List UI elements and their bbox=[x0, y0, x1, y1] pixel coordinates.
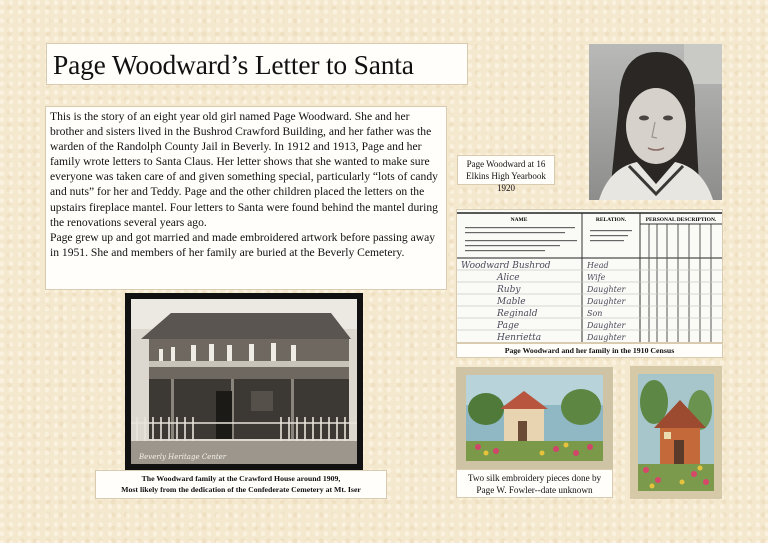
portrait-caption-line-2: Elkins High Yearbook 1920 bbox=[466, 171, 546, 193]
census-caption bbox=[456, 343, 723, 358]
story-text-box bbox=[45, 106, 447, 290]
census-row-name: Ruby bbox=[497, 285, 521, 295]
census-row-relation: Wife bbox=[587, 273, 606, 282]
census-row-name: Alice bbox=[497, 273, 520, 283]
census-row-relation: Daughter bbox=[587, 285, 626, 294]
house-caption-line-1: The Woodward family at the Crawford House around 1909, bbox=[141, 474, 341, 483]
census-header-personal: PERSONAL DESCRIPTION. bbox=[645, 217, 717, 223]
embroidery-caption-line-1: Two silk embroidery pieces done by bbox=[467, 473, 602, 483]
census-row-relation: Daughter bbox=[587, 297, 626, 306]
portrait-photo bbox=[589, 44, 722, 200]
census-row-name: Mable bbox=[497, 297, 526, 307]
census-caption-text: Page Woodward and her family in the 1910 Census bbox=[504, 346, 675, 355]
census-row-name: Woodward Bushrod bbox=[461, 261, 551, 271]
house-photo-caption bbox=[95, 470, 387, 499]
page-title-box bbox=[46, 43, 468, 85]
embroidery-piece-cottage bbox=[630, 366, 722, 499]
photo-watermark: Beverly Heritage Center bbox=[139, 453, 227, 461]
census-row-name: Reginald bbox=[497, 309, 538, 319]
census-record-image bbox=[456, 209, 723, 343]
story-paragraph-1: This is the story of an eight year old girl named Page Woodward. She and her brother and sisters lived in the Bushrod Crawford Building, and her father was the warden of the Randolph County Jail in Beverly. In 1912 and 1913, Page and her family wrote letters to Santa Claus. Her letter shows that she wanted to make sure everyone was taken care of and given something special, particularly “lots of candy and nuts” for her and Teddy. Page and the other children placed the letters on the upstairs fireplace mantel. Four letters to Santa were found behind the mantel during the renovations several years ago. bbox=[50, 110, 438, 229]
census-row-relation: Daughter bbox=[587, 333, 626, 342]
census-header-relation: RELATION. bbox=[595, 217, 627, 223]
embroidery-piece-landscape bbox=[456, 367, 613, 469]
story-paragraph-2: Page grew up and got married and made embroidered artwork before passing away in 1951. She and members of her family are buried at the Beverly Cemetery. bbox=[50, 230, 436, 259]
portrait-caption-line-1: Page Woodward at 16 bbox=[466, 159, 546, 169]
census-row-name: Page bbox=[497, 321, 520, 331]
census-row-relation: Son bbox=[587, 309, 603, 318]
crawford-house-photo bbox=[125, 293, 363, 470]
house-caption-line-2: Most likely from the dedication of the Confederate Cemetery at Mt. Iser bbox=[121, 485, 361, 494]
page-title: Page Woodward’s Letter to Santa bbox=[53, 49, 414, 80]
portrait-caption bbox=[457, 155, 555, 193]
census-row-relation: Daughter bbox=[587, 321, 626, 330]
embroidery-caption bbox=[456, 469, 613, 498]
embroidery-caption-line-2: Page W. Fowler--date unknown bbox=[476, 485, 593, 495]
census-row-name: Henrietta bbox=[497, 333, 542, 342]
census-row-relation: Head bbox=[587, 261, 609, 270]
census-header-name: NAME bbox=[510, 217, 528, 223]
